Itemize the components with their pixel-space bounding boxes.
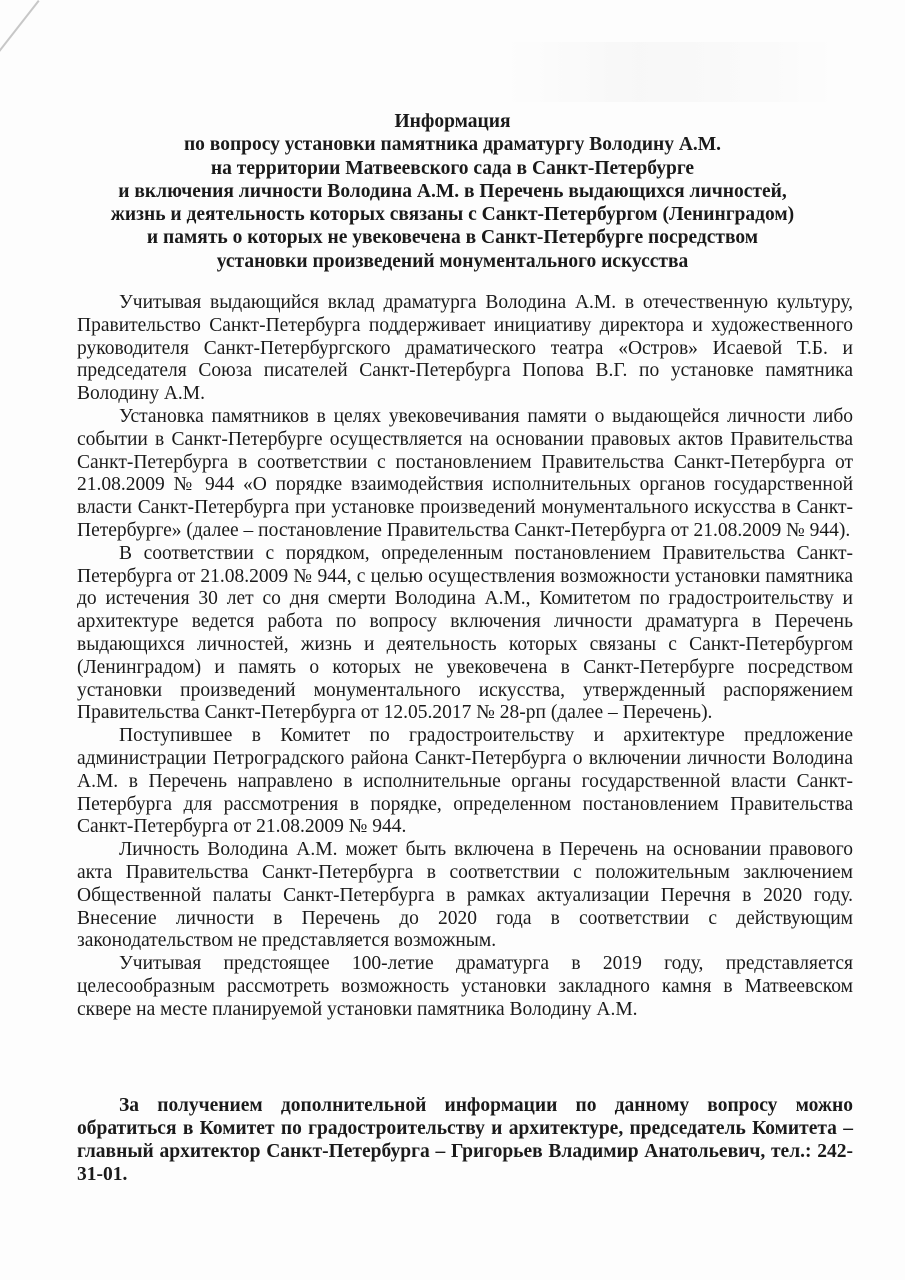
heading-line: жизнь и деятельность которых связаны с Санкт-Петербургом (Ленинградом) [110,204,795,226]
heading-line: на территории Матвеевского сада в Санкт-Петербурге [210,157,695,179]
scan-artifact-line [0,0,40,63]
body-paragraph: Учитывая выдающийся вклад драматурга Володина А.М. в отечественную культуру, Правительство Санкт-Петербурга поддерживает инициативу директора и художественного руководителя Санкт-Петербургского драматического театра «Остров» Исаевой Т.Б. и председателя Союза писателей Санкт-Петербурга Попова В.Г. по установке памятника Володину А.М. [77,292,853,405]
heading-title: Информация [394,111,511,132]
scan-artifact-smudge [505,42,835,102]
heading-line: и память о которых не увековечена в Санкт-Петербурге посредством [146,227,759,249]
body-paragraph: Поступившее в Комитет по градостроительству и архитектуре предложение администрации Петроградского района Санкт-Петербурга о включении личности Володина А.М. в Перечень направлено в исполнительные органы государственной власти Санкт-Петербурга для рассмотрения в порядке, определенном постановлением Правительства Санкт-Петербурга от 21.08.2009 № 944. [77,725,853,838]
heading-line: установки произведений монументального искусства [216,250,689,272]
heading-line: по вопросу установки памятника драматургу Володину А.М. [183,134,722,156]
body-paragraph: Учитывая предстоящее 100-летие драматурга в 2019 году, представляется целесообразным рассмотреть возможность установки закладного камня в Матвеевском сквере на месте планируемой установки памятника Володину А.М. [77,953,853,1020]
document-heading [60,110,845,273]
contact-info-paragraph: За получением дополнительной информации по данному вопросу можно обратиться в Комитет по градостроительству и архитектуре, председатель Комитета – главный архитектор Санкт-Петербурга – Григорьев Владимир Анатольевич, тел.: 242-31-01. [77,1095,853,1185]
heading-line: и включения личности Володина А.М. в Перечень выдающихся личностей, [118,180,787,202]
body-paragraph: В соответствии с порядком, определенным постановлением Правительства Санкт-Петербурга от 21.08.2009 № 944, с целью осуществления возможности установки памятника до истечения 30 лет со дня смерти Володина А.М., Комитетом по градостроительству и архитектуре ведется работа по вопросу включения личности драматурга в Перечень выдающихся личностей, жизнь и деятельность которых связаны с Санкт-Петербургом (Ленинградом) и память о которых не увековечена в Санкт-Петербурге посредством установки произведений монументального искусства, утвержденный распоряжением Правительства Санкт-Петербурга от 12.05.2017 № 28-рп (далее – Перечень). [77,542,853,724]
body-paragraph: Установка памятников в целях увековечивания памяти о выдающейся личности либо событии в Санкт-Петербурге осуществляется на основании правовых актов Правительства Санкт-Петербурга в соответствии с постановлением Правительства Санкт-Петербурга от 21.08.2009 № 944 «О порядке взаимодействия исполнительных органов государственной власти Санкт-Петербурга при установке произведений монументального искусства в Санкт-Петербурге» (далее – постановление Правительства Санкт-Петербурга от 21.08.2009 № 944). [77,405,853,541]
document-body [77,292,853,1022]
body-paragraph: Личность Володина А.М. может быть включена в Перечень на основании правового акта Правительства Санкт-Петербурга в соответствии с положительным заключением Общественной палаты Санкт-Петербурга в рамках актуализации Перечня в 2020 году. Внесение личности в Перечень до 2020 года в соответствии с действующим законодательством не представляется возможным. [77,839,853,952]
